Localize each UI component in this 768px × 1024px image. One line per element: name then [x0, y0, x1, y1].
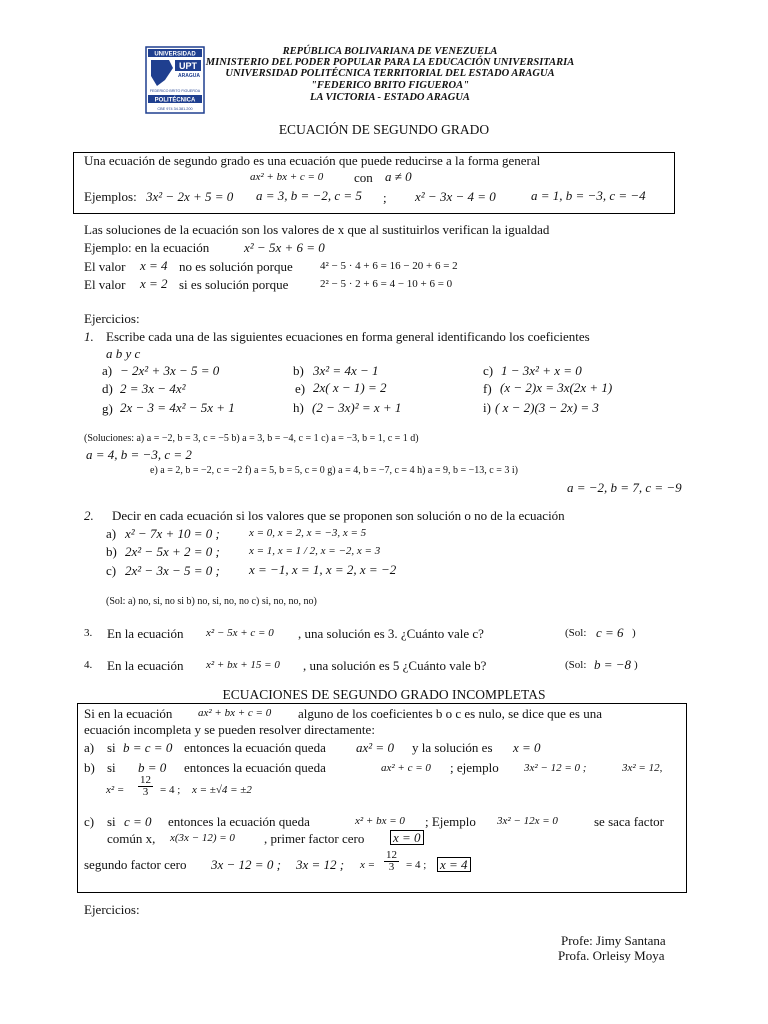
inc-c-box1: [390, 830, 424, 846]
ex1-item-equation: 3x² = 4x − 1: [313, 363, 379, 378]
ex2-solutions: (Sol: a) no, si, no si b) no, si, no, no c) si, no, no, no): [106, 596, 317, 607]
ejercicios-heading-2: Ejercicios:: [84, 902, 140, 917]
calc-x2: 2² − 5 · 2 + 6 = 4 − 10 + 6 = 0: [320, 278, 453, 290]
con-label: con: [354, 170, 373, 185]
inc-c-primer: , primer factor cero: [264, 831, 365, 846]
inc-line1a: Si en la ecuación: [84, 706, 173, 721]
ex1-text: Escribe cada una de las siguientes ecuaciones en forma general identificando los coeficientes: [106, 329, 590, 344]
ex1-item-equation: ( x − 2)(3 − 2x) = 3: [495, 400, 599, 415]
ex2-item-label: b): [106, 544, 117, 559]
boxed-solution: x = 0: [390, 830, 424, 845]
calc-x4: 4² − 5 · 4 + 6 = 16 − 20 + 6 = 2: [320, 260, 458, 272]
example-1-coefficients: a = 3, b = −2, c = 5: [256, 188, 362, 203]
svg-text:CBE 974 34.381.200: CBE 974 34.381.200: [157, 107, 193, 111]
header-location: LA VICTORIA - ESTADO ARAGUA: [310, 92, 470, 103]
ex2-item-values: x = −1, x = 1, x = 2, x = −2: [249, 562, 397, 577]
signature-teacher-1: Profe: Jimy Santana: [561, 933, 666, 948]
inc-c-example: 3x² − 12x = 0: [497, 815, 558, 827]
general-form-equation: ax² + bx + c = 0: [250, 171, 324, 183]
fraction-numerator: 12: [386, 849, 397, 861]
a-not-zero: a ≠ 0: [385, 169, 412, 184]
svg-text:POLITÉCNICA: POLITÉCNICA: [154, 97, 196, 104]
svg-text:UNIVERSIDAD: UNIVERSIDAD: [154, 51, 196, 58]
inc-b-result: x = ±√4 = ±2: [192, 784, 252, 796]
value-x4: x = 4: [140, 258, 168, 273]
ex1-item-label: b): [293, 363, 304, 378]
inc-a-text: entonces la ecuación queda: [184, 740, 326, 755]
fraction-denominator: 3: [388, 861, 395, 873]
ex1-item-label: i): [483, 400, 491, 415]
no-solution-text: no es solución porque: [179, 259, 293, 274]
page-title: ECUACIÓN DE SEGUNDO GRADO: [278, 122, 490, 137]
inc-b-example1: 3x² − 12 = 0 ;: [524, 762, 587, 774]
ex4-number: 4.: [84, 659, 93, 671]
boxed-solution: x = 4: [437, 857, 471, 872]
el-valor-1: El valor: [84, 259, 126, 274]
inc-b-x2: x² =: [106, 784, 125, 796]
inc-c-fraction: [384, 850, 399, 873]
solutions-example-label: Ejemplo: en la ecuación: [84, 240, 210, 255]
value-x2: x = 2: [140, 276, 168, 291]
ex2-item-values: x = 1, x = 1 / 2, x = −2, x = 3: [249, 545, 381, 557]
inc-line1-eq: ax² + bx + c = 0: [198, 707, 272, 719]
example-2-coefficients: a = 1, b = −3, c = −4: [531, 188, 646, 203]
inc-line2: ecuación incompleta y se pueden resolver directamente:: [84, 722, 375, 737]
ex1-item-equation: 2x( x − 1) = 2: [313, 380, 387, 395]
inc-c-ejemplo: ; Ejemplo: [425, 814, 476, 829]
inc-c-comun: común x,: [107, 831, 156, 846]
ex4-text: En la ecuación: [107, 658, 184, 673]
inc-c-factored: x(3x − 12) = 0: [170, 832, 235, 844]
inc-c-eq-a: 3x − 12 = 0 ;: [211, 857, 281, 872]
ex1-item-equation: (2 − 3x)² = x + 1: [312, 400, 402, 415]
solutions-definition: Las soluciones de la ecuación son los valores de x que al sustituirlos verifican la igualdad: [84, 222, 550, 237]
signature-teacher-2: Profa. Orleisy Moya: [558, 948, 665, 963]
inc-b-ejemplo: ; ejemplo: [450, 760, 499, 775]
inc-c-segundo: segundo factor cero: [84, 857, 187, 872]
inc-b-label: b): [84, 760, 95, 775]
inc-line1b: alguno de los coeficientes b o c es nulo, se dice que es una: [298, 706, 602, 721]
ex1-solutions-line2: a = 4, b = −3, c = 2: [86, 447, 192, 462]
ex2-item-equation: 2x² − 3x − 5 = 0 ;: [125, 563, 220, 578]
ex3-text: En la ecuación: [107, 626, 184, 641]
ex3-sol-close: ): [632, 627, 636, 639]
ex4-sol-label: (Sol:: [565, 659, 587, 671]
el-valor-2: El valor: [84, 277, 126, 292]
ex1-item-label: c): [483, 363, 494, 378]
ex1-number: 1.: [84, 329, 94, 344]
ex1-item-equation: 2 = 3x − 4x²: [120, 381, 186, 396]
ex1-text-coefs: a b y c: [106, 346, 141, 361]
yes-solution-text: si es solución porque: [179, 277, 289, 292]
example-2-equation: x² − 3x − 4 = 0: [415, 189, 496, 204]
example-1-equation: 3x² − 2x + 5 = 0: [146, 189, 234, 204]
inc-c-eq4: = 4 ;: [406, 859, 427, 871]
header-republic: REPÚBLICA BOLIVARIANA DE VENEZUELA: [282, 46, 498, 57]
ex2-number: 2.: [84, 508, 94, 523]
inc-c-label: c): [84, 814, 95, 829]
ex2-item-label: a): [106, 526, 117, 541]
fraction-denominator: 3: [142, 786, 149, 798]
ex3-sol-label: (Sol:: [565, 627, 587, 639]
ex3-equation: x² − 5x + c = 0: [206, 627, 274, 639]
inc-c-text: entonces la ecuación queda: [168, 814, 310, 829]
ex2-item-equation: 2x² − 5x + 2 = 0 ;: [125, 544, 220, 559]
ex3-sol-value: c = 6: [596, 625, 624, 640]
ex1-solutions-line3: e) a = 2, b = −2, c = −2 f) a = 5, b = 5, c = 0 g) a = 4, b = −7, c = 4 h) a = 9, b = −13, c = 3 i): [150, 465, 518, 476]
inc-c-eq-b: 3x = 12 ;: [296, 857, 345, 872]
inc-b-eq4: = 4 ;: [160, 784, 181, 796]
ex3-question: , una solución es 3. ¿Cuánto vale c?: [298, 626, 484, 641]
inc-c-x: x =: [360, 859, 376, 871]
general-form-text: Una ecuación de segundo grado es una ecuación que puede reducirse a la forma general: [84, 153, 541, 168]
ex1-solutions-line4: a = −2, b = 7, c = −9: [567, 480, 682, 495]
inc-a-equation: ax² = 0: [356, 740, 394, 755]
ex4-sol-close: ): [634, 659, 638, 671]
svg-text:ARAGUA: ARAGUA: [178, 73, 200, 79]
inc-b-fraction: [138, 775, 153, 798]
ejemplos-label: Ejemplos:: [84, 189, 137, 204]
inc-c-box2: [437, 857, 471, 873]
ex2-item-label: c): [106, 563, 117, 578]
ex1-item-label: d): [102, 381, 113, 396]
svg-text:FEDERICO BRITO FIGUEROA: FEDERICO BRITO FIGUEROA: [149, 89, 201, 93]
inc-a-label: a): [84, 740, 95, 755]
ex4-question: , una solución es 5 ¿Cuánto vale b?: [303, 658, 487, 673]
inc-c-equation: x² + bx = 0: [355, 815, 405, 827]
inc-b-text: entonces la ecuación queda: [184, 760, 326, 775]
inc-c-si: si: [107, 814, 116, 829]
ex2-text: Decir en cada ecuación si los valores que se proponen son solución o no de la ecuación: [112, 508, 565, 523]
ex1-item-label: h): [293, 400, 304, 415]
inc-a-solution: x = 0: [513, 740, 541, 755]
ex1-item-equation: − 2x² + 3x − 5 = 0: [120, 363, 220, 378]
ex1-item-label: g): [102, 401, 113, 416]
inc-a-text2: y la solución es: [412, 740, 493, 755]
ex1-item-equation: 2x − 3 = 4x² − 5x + 1: [120, 400, 235, 415]
inc-b-example2: 3x² = 12,: [622, 762, 663, 774]
ex1-item-label: a): [102, 363, 113, 378]
ex4-sol-value: b = −8: [594, 657, 632, 672]
fraction-numerator: 12: [140, 774, 151, 786]
ex1-solutions-line1: (Soluciones: a) a = −2, b = 3, c = −5 b) a = 3, b = −4, c = 1 c) a = −3, b = 1, c = 1 d): [84, 433, 419, 444]
inc-b-condition: b = 0: [138, 760, 167, 775]
ex1-item-label: e): [295, 381, 306, 396]
header-university: UNIVERSIDAD POLITÉCNICA TERRITORIAL DEL ESTADO ARAGUA: [225, 68, 555, 79]
ex1-item-equation: (x − 2)x = 3x(2x + 1): [500, 380, 613, 395]
inc-a-si: si: [107, 740, 116, 755]
header-federico: "FEDERICO BRITO FIGUEROA": [311, 80, 469, 91]
inc-b-equation: ax² + c = 0: [381, 762, 431, 774]
header-ministry: MINISTERIO DEL PODER POPULAR PARA LA EDUCACIÓN UNIVERSITARIA: [205, 57, 575, 68]
ex4-equation: x² + bx + 15 = 0: [206, 659, 280, 671]
ejercicios-heading: Ejercicios:: [84, 311, 140, 326]
ex1-item-label: f): [483, 381, 492, 396]
ex3-number: 3.: [84, 627, 93, 639]
ex2-item-equation: x² − 7x + 10 = 0 ;: [125, 526, 220, 541]
inc-a-condition: b = c = 0: [123, 740, 173, 755]
ex1-item-equation: 1 − 3x² + x = 0: [501, 363, 582, 378]
separator: ;: [383, 190, 387, 205]
inc-b-si: si: [107, 760, 116, 775]
incomplete-title: ECUACIONES DE SEGUNDO GRADO INCOMPLETAS: [222, 687, 546, 702]
ex2-item-values: x = 0, x = 2, x = −3, x = 5: [249, 527, 367, 539]
svg-text:UPT: UPT: [179, 61, 197, 71]
inc-c-tail: se saca factor: [594, 814, 665, 829]
inc-c-condition: c = 0: [124, 814, 152, 829]
solutions-example-equation: x² − 5x + 6 = 0: [244, 240, 325, 255]
